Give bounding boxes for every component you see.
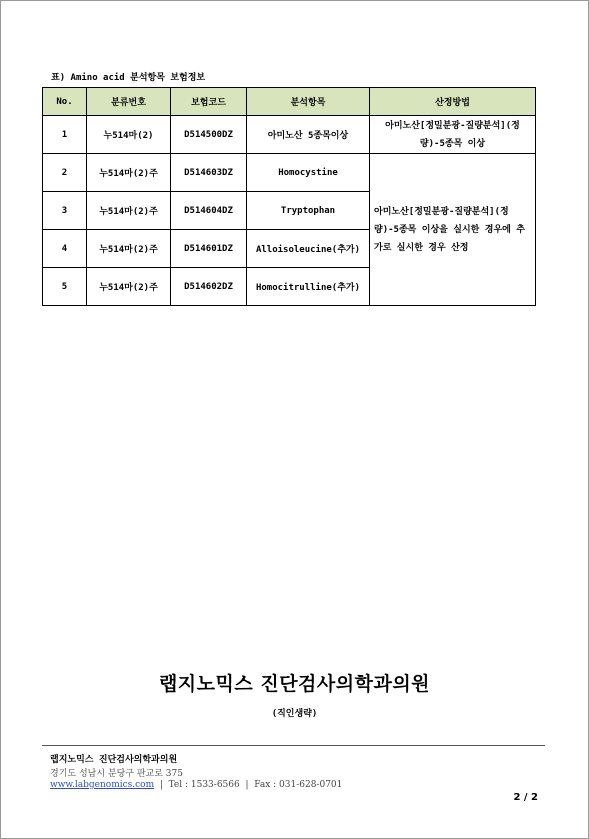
footer-divider — [42, 745, 545, 746]
footer-address: 경기도 성남시 분당구 판교로 375 — [50, 769, 183, 779]
table-row — [43, 116, 536, 154]
page-number: 2 / 2 — [513, 792, 538, 803]
header-class-no: 분류번호 — [87, 88, 171, 116]
cell-no: 4 — [43, 230, 87, 268]
cell-no: 3 — [43, 192, 87, 230]
cell-item: Alloisoleucine(추가) — [247, 230, 370, 268]
table-row — [43, 154, 536, 192]
cell-no: 5 — [43, 268, 87, 306]
header-method: 산정방법 — [370, 88, 536, 116]
cell-code: D514602DZ — [171, 268, 247, 306]
cell-no: 2 — [43, 154, 87, 192]
cell-item: Homocitrulline(추가) — [247, 268, 370, 306]
contact-info: | Tel : 1533-6566 | Fax : 031-628-0701 — [154, 780, 343, 790]
header-no: No. — [43, 88, 87, 116]
cell-method-1: 아미노산[정밀분광-질량분석](정량)-5종목 이상 — [370, 116, 536, 154]
cell-code: D514601DZ — [171, 230, 247, 268]
cell-class-no: 누514마(2)주 — [87, 154, 171, 192]
cell-class-no: 누514마(2)주 — [87, 268, 171, 306]
cell-no: 1 — [43, 116, 87, 154]
footer-org-name: 랩지노믹스 진단검사의학과의원 — [50, 755, 178, 765]
footer-title: 랩지노믹스 진단검사의학과의원 — [158, 673, 431, 695]
cell-method-2-5: 아미노산[정밀분광-질량분석](정량)-5종목 이상을 실시한 경우에 추가로 실시한 경우 산정 — [370, 154, 536, 306]
cell-item: Tryptophan — [247, 192, 370, 230]
cell-item: 아미노산 5종목이상 — [247, 116, 370, 154]
table-header-row — [43, 88, 536, 116]
cell-code: D514604DZ — [171, 192, 247, 230]
cell-class-no: 누514마(2) — [87, 116, 171, 154]
cell-code: D514603DZ — [171, 154, 247, 192]
website-link[interactable]: www.labgenomics.com — [50, 780, 155, 790]
insurance-table — [42, 87, 536, 306]
table-caption: 표) Amino acid 분석항목 보험정보 — [51, 73, 206, 83]
cell-class-no: 누514마(2)주 — [87, 192, 171, 230]
header-item: 분석항목 — [247, 88, 370, 116]
footer-contact — [50, 780, 342, 790]
cell-item: Homocystine — [247, 154, 370, 192]
cell-code: D514500DZ — [171, 116, 247, 154]
header-code: 보험코드 — [171, 88, 247, 116]
cell-class-no: 누514마(2)주 — [87, 230, 171, 268]
seal-omitted-note: (직인생략) — [271, 709, 318, 719]
